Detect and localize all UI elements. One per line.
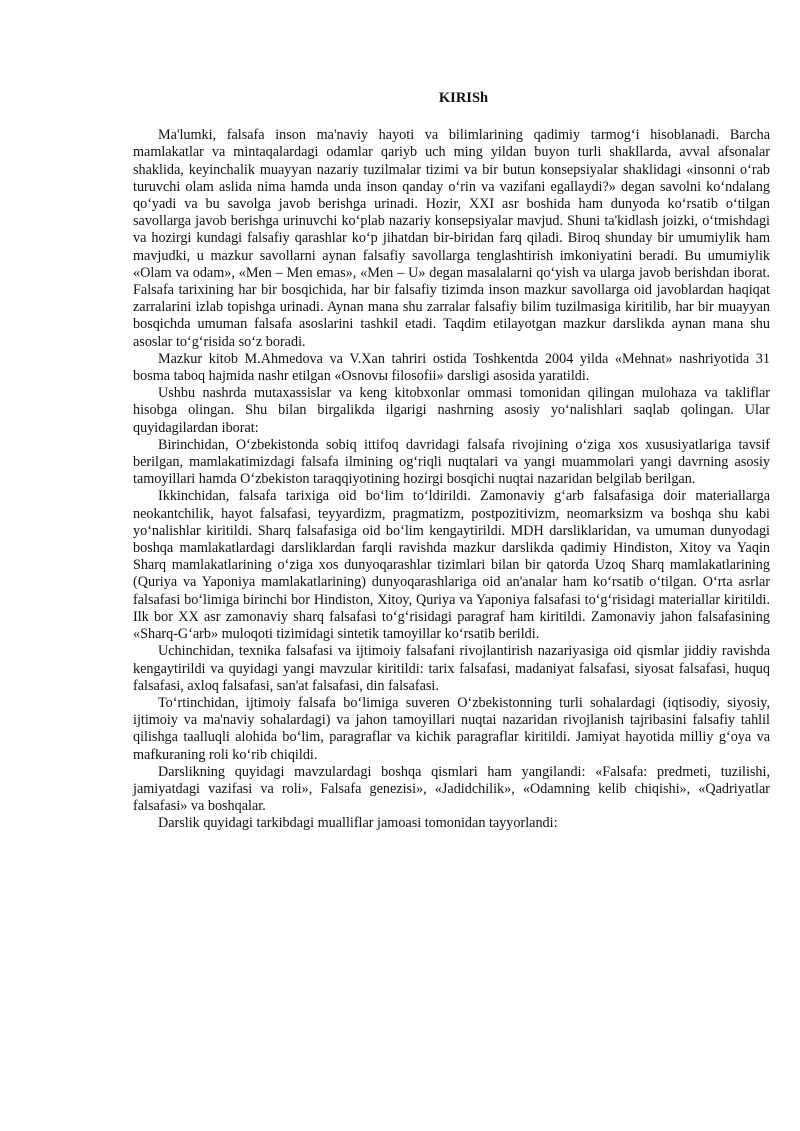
paragraph-third: Uchinchidan, texnika falsafasi va ijtimoiy falsafani rivojlantirish nazariyasiga oid qismlar jiddiy ravishda kengaytirildi va quyidagi yangi mavzular kiritildi: tarix falsafasi, madaniyat falsafasi, siyosat falsafasi, huquq falsafasi, axloq falsafasi, san'at falsafasi, din falsafasi.: [133, 643, 770, 694]
paragraph-source-book: Mazkur kitob M.Ahmedova va V.Xan tahriri ostida Toshkentda 2004 yilda «Mehnat» nashriyotida 31 bosma taboq hajmida nashr etilgan «Osnovы filosofii» darsligi asosida yaratildi.: [133, 350, 770, 385]
paragraph-authors: Darslik quyidagi tarkibdagi mualliflar jamoasi tomonidan tayyorlandi:: [158, 815, 558, 832]
document-page: [133, 90, 770, 833]
paragraph-first: Birinchidan, O‘zbekistonda sobiq ittifoq davridagi falsafa rivojining o‘ziga xos xususiyatlariga tavsif berilgan, mamlakatimizdagi falsafa ilmining og‘riqli nuqtalari va yangi muammolari yangi davrning asosiy tamoyillari hamda O‘zbekiston taraqqiyotining hozirgi bosqichi nuqtai nazaridan belgilab berilgan.: [133, 436, 770, 488]
paragraph-fourth: To‘rtinchidan, ijtimoiy falsafa bo‘limiga suveren O‘zbekistonning turli sohalardagi (iqtisodiy, siyosiy, ijtimoiy va ma'naviy sohalardagi) va jahon tamoyillari nuqtai nazaridan rivojlanish tajribasini falsafiy tahlil qilishga taalluqli alohida bo‘lim, paragraflar va kichik paragraflar kiritildi. Jamiyat hayotida milliy g‘oya va mafkuraning roli ko‘rib chiqildi.: [133, 694, 770, 763]
paragraph-second: Ikkinchidan, falsafa tarixiga oid bo‘lim to‘ldirildi. Zamonaviy g‘arb falsafasiga doir materiallarga neokantchilik, hayot falsafasi, teyyardizm, pragmatizm, postpozitivizm, neomarksizm va boshqa shu kabi yo‘nalishlar kiritildi. Sharq falsafasiga oid bo‘lim kengaytirildi. MDH darsliklaridan, va umuman dunyodagi boshqa mamlakatlardagi darsliklardan farqli ravishda mazkur darslikda qadimiy Hindiston, Xitoy va Yaqin Sharq mamlakatlarining o‘ziga xos dunyoqarashlar tizimlari bilan bir qatorda Uzoq Sharq mamlakatlarining (Quriya va Yaponiya mamlakatlarining) dunyoqarashlariga oid an'analar ham ko‘rsatib o‘tilgan. O‘rta asrlar falsafasi bo‘limiga birinchi bor Hindiston, Xitoy, Quriya va Yaponiya falsafasi to‘g‘risidagi materiallar kiritildi. Ilk bor XX asr zamonaviy sharq falsafasi to‘g‘risidagi paragraf ham kiritildi. Zamonaviy jahon falsafasining «Sharq-G‘arb» muloqoti tizimidagi sintetik tamoyillar ko‘rsatib berildi.: [133, 488, 770, 643]
paragraph-updated-topics: Darslikning quyidagi mavzulardagi boshqa qismlari ham yangilandi: «Falsafa: predmeti, tuzilishi, jamiyatdagi vazifasi va roli», Falsafa genezisi», «Jadidchilik», «Odamning kelib chiqishi», «Qadriyatlar falsafasi» va boshqalar.: [133, 763, 770, 815]
page-title: KIRISh: [438, 90, 489, 106]
paragraph-intro: Ma'lumki, falsafa inson ma'naviy hayoti va bilimlarining qadimiy tarmog‘i hisoblanadi. Barcha mamlakatlar va mintaqalardagi odamlar qariyb uch ming yildan buyon turli shakllarda, avval afsonalar shaklida, keyinchalik muayyan nazariy tuzilmalar tizimi va bir butun konsepsiyalar shaklidagi «insonni o‘rab turuvchi olam aslida nima hamda unda inson qanday o‘rin va vazifani egallaydi?» degan savolni ko‘ndalang qo‘yadi va bu savolga javob berishga urinadi. Hozir, XXI asr boshida ham dunyoda ko‘rsatib o‘tilgan savollarga javob berishga urinuvchi ko‘plab nazariy konsepsiyalar mavjud. Shuni ta'kidlash joizki, o‘tmishdagi va hozirgi kundagi falsafiy qarashlar ko‘p jihatdan bir-biridan farq qiladi. Biroq shunday bir umumiylik ham mavjudki, u mazkur savollarni aynan falsafiy savollarga tenglashtirish imkoniyatini beradi. Bu umumiylik «Olam va odam», «Men – Men emas», «Men – U» degan masalalarni qo‘yish va ularga javob berishdan iborat. Falsafa tarixining har bir bosqichida, har bir falsafiy tizimda inson mazkur savollarga oid javoblardan haqiqat zarralarini izlab topishga urinadi. Aynan mana shu zarralar falsafiy bilim tuzilmasiga kiritilib, har bir muayyan bosqichda umuman falsafa asoslarini tashkil etadi. Taqdim etilayotgan mazkur darslikda aynan mana shu asoslar to‘g‘risida so‘z boradi.: [133, 127, 770, 350]
paragraph-revisions: Ushbu nashrda mutaxassislar va keng kitobxonlar ommasi tomonidan qilingan mulohaza va takliflar hisobga olingan. Shu bilan birgalikda ilgarigi nashrning asosiy yo‘nalishlari saqlab qolingan. Ular quyidagilardan iborat:: [133, 385, 770, 436]
